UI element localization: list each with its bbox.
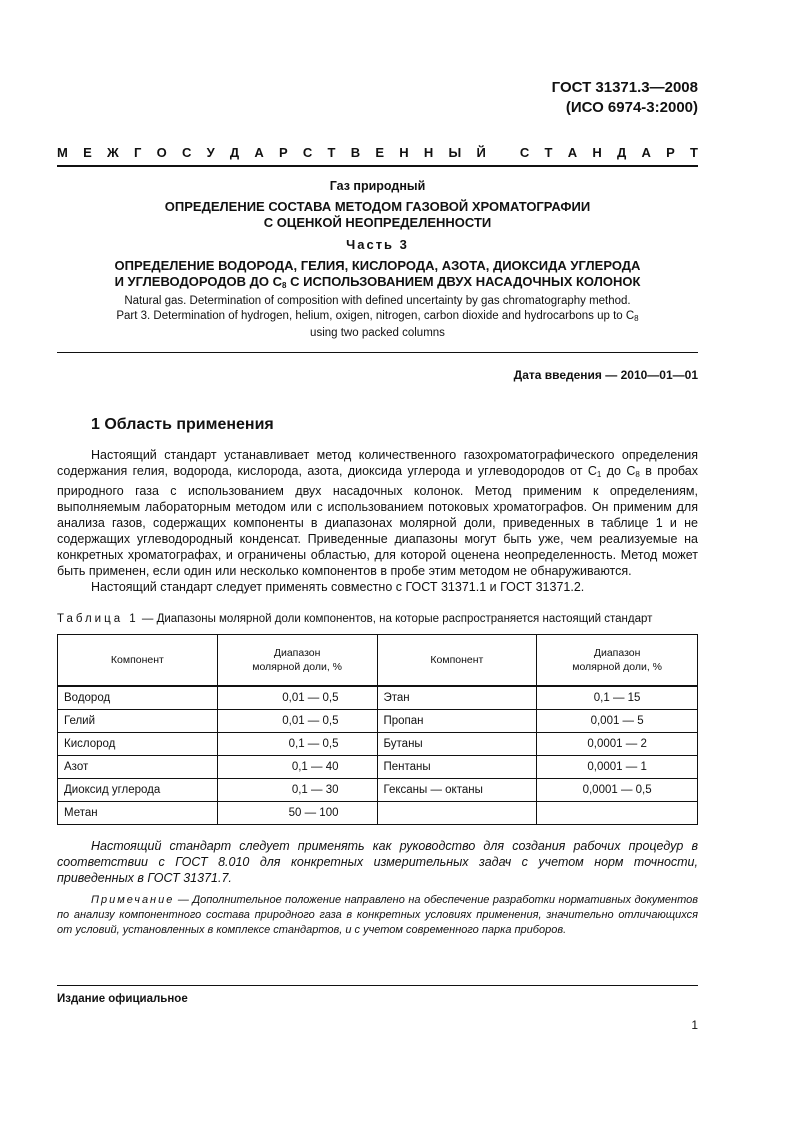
header-range-right: Диапазон молярной доли, % bbox=[537, 635, 698, 687]
english-title-line-1: Natural gas. Determination of composition with defined uncertainty by gas chromatography method. bbox=[124, 295, 631, 307]
banner-letter: Т bbox=[544, 145, 553, 160]
component-name: Гелий bbox=[58, 710, 218, 733]
part-title bbox=[57, 258, 698, 294]
component-ranges-table bbox=[57, 634, 698, 825]
banner-letter: С bbox=[302, 145, 313, 160]
component-range: 0,001 — 5 bbox=[537, 710, 698, 733]
english-title-line-3: using two packed columns bbox=[310, 327, 445, 339]
banner-letter: Т bbox=[327, 145, 336, 160]
title-divider bbox=[57, 352, 698, 353]
header-component-left: Компонент bbox=[58, 635, 218, 687]
component-name: Водород bbox=[58, 686, 218, 710]
table-row bbox=[58, 710, 698, 733]
banner-letter: А bbox=[254, 145, 264, 160]
table-header-row bbox=[58, 635, 698, 687]
part-label: Часть 3 bbox=[346, 237, 409, 252]
banner-letter: Н bbox=[399, 145, 409, 160]
interstate-standard-banner bbox=[57, 145, 698, 160]
component-range: 0,01 — 0,5 bbox=[217, 686, 377, 710]
component-name: Этан bbox=[377, 686, 537, 710]
component-range: 0,0001 — 0,5 bbox=[537, 779, 698, 802]
table-row bbox=[58, 779, 698, 802]
component-range: 50 — 100 bbox=[217, 802, 377, 825]
component-name: Пропан bbox=[377, 710, 537, 733]
banner-letter: Р bbox=[666, 145, 675, 160]
document-page bbox=[57, 0, 698, 1122]
english-title bbox=[57, 294, 698, 341]
banner-letter: М bbox=[57, 145, 68, 160]
footer-divider bbox=[57, 985, 698, 986]
component-range: 0,0001 — 1 bbox=[537, 756, 698, 779]
banner-letter: Й bbox=[476, 145, 486, 160]
table-row bbox=[58, 686, 698, 710]
banner-letter: Д bbox=[229, 145, 240, 160]
banner-letter: Г bbox=[133, 145, 142, 160]
component-name: Кислород bbox=[58, 733, 218, 756]
component-name bbox=[377, 802, 537, 825]
section-heading: 1 Область применения bbox=[91, 416, 274, 433]
header-component-right: Компонент bbox=[377, 635, 537, 687]
banner-letter: Т bbox=[690, 145, 698, 160]
banner-letter: С bbox=[519, 145, 530, 160]
part-title-line-1: ОПРЕДЕЛЕНИЕ ВОДОРОДА, ГЕЛИЯ, КИСЛОРОДА, АЗОТА, ДИОКСИДА УГЛЕРОДА bbox=[114, 258, 641, 273]
banner-letter: Е bbox=[83, 145, 92, 160]
component-range: 0,1 — 30 bbox=[217, 779, 377, 802]
banner-letter: Ы bbox=[448, 145, 462, 160]
table-row bbox=[58, 802, 698, 825]
main-title-line-1: ОПРЕДЕЛЕНИЕ СОСТАВА МЕТОДОМ ГАЗОВОЙ ХРОМАТОГРАФИИ bbox=[164, 199, 591, 214]
component-name: Метан bbox=[58, 802, 218, 825]
document-subject: Газ природный bbox=[329, 179, 426, 193]
banner-letter: У bbox=[206, 145, 215, 160]
main-title-line-2: С ОЦЕНКОЙ НЕОПРЕДЕЛЕННОСТИ bbox=[263, 215, 492, 230]
iso-number: (ИСО 6974-3:2000) bbox=[565, 99, 698, 116]
gost-number: ГОСТ 31371.3—2008 bbox=[551, 79, 698, 96]
scope-paragraph-2: Настоящий стандарт следует применять совместно с ГОСТ 31371.1 и ГОСТ 31371.2. bbox=[91, 580, 585, 594]
banner-letter: В bbox=[350, 145, 361, 160]
banner-letter: Н bbox=[423, 145, 434, 160]
table-row bbox=[58, 756, 698, 779]
application-paragraph: Настоящий стандарт следует применять как руководство для создания рабочих процедур в соответствии с ГОСТ 8.010 для конкретных измерительных задач с учетом норм точности, приведенных в ГОСТ 31371.7. bbox=[57, 839, 698, 885]
banner-letter: Н bbox=[592, 145, 602, 160]
banner-letter: Ж bbox=[106, 145, 119, 160]
banner-letter bbox=[501, 145, 505, 160]
banner-letter: Д bbox=[616, 145, 627, 160]
component-name: Азот bbox=[58, 756, 218, 779]
component-range: 0,0001 — 2 bbox=[537, 733, 698, 756]
official-edition-label: Издание официальное bbox=[57, 993, 188, 1005]
component-range: 0,1 — 0,5 bbox=[217, 733, 377, 756]
component-range: 0,1 — 15 bbox=[537, 686, 698, 710]
table-caption: Таблица 1 — Диапазоны молярной доли компонентов, на которые распространяется настоящий стандарт bbox=[57, 613, 653, 625]
table-row bbox=[58, 733, 698, 756]
note-paragraph: Примечание — Дополнительное положение направлено на обеспечение разработки нормативных документов по анализу компонентного состава природного газа в конкретных условиях применения, значительно отличающихся от условий, установленных в комплексе стандартов, и с учетом современного парка приборов. bbox=[57, 894, 698, 936]
top-divider bbox=[57, 165, 698, 167]
gost-designation bbox=[552, 78, 698, 118]
english-title-line-2: Part 3. Determination of hydrogen, helium, oxigen, nitrogen, carbon dioxide and hydrocarbons up to C8 bbox=[116, 310, 639, 323]
component-name: Гексаны — октаны bbox=[377, 779, 537, 802]
banner-letter: А bbox=[567, 145, 578, 160]
banner-letter: С bbox=[181, 145, 192, 160]
part-title-line-2: И УГЛЕВОДОРОДОВ ДО С8 С ИСПОЛЬЗОВАНИЕМ ДВУХ НАСАДОЧНЫХ КОЛОНОК bbox=[114, 274, 641, 290]
banner-letter: О bbox=[156, 145, 167, 160]
component-name: Диоксид углерода bbox=[58, 779, 218, 802]
section-body bbox=[57, 447, 698, 595]
component-name: Бутаны bbox=[377, 733, 537, 756]
component-range bbox=[537, 802, 698, 825]
banner-letter: Р bbox=[279, 145, 288, 160]
banner-letter: Е bbox=[375, 145, 385, 160]
header-range-left: Диапазон молярной доли, % bbox=[217, 635, 377, 687]
introduction-date: Дата введения — 2010—01—01 bbox=[513, 368, 698, 382]
scope-paragraph-1: Настоящий стандарт устанавливает метод количественного газохроматографического определения содержания гелия, водорода, кислорода, азота, диоксида углерода и углеводородов от С1 до С8 в пробах природного газа с использованием двух насадочных колонок. Метод применим к определениям, выполняемым лабораторным методом или с использованием потоковых хроматографов. Он применим для анализа газов, содержащих компоненты в диапазонах молярной доли, приведенных в таблице 1 и не содержащих углеводородный конденсат. Приведенные диапазоны могут быть уже, чем реализуемые на конкретных хроматографах, и ограничены областью, для которой оценена неопределенность. Метод может быть применен, если один или несколько компонентов в пробе этим методом не обнаруживаются. bbox=[57, 448, 699, 578]
banner-letter: А bbox=[641, 145, 651, 160]
component-range: 0,1 — 40 bbox=[217, 756, 377, 779]
main-title bbox=[57, 199, 698, 231]
component-name: Пентаны bbox=[377, 756, 537, 779]
component-range: 0,01 — 0,5 bbox=[217, 710, 377, 733]
page-number: 1 bbox=[691, 1018, 698, 1032]
